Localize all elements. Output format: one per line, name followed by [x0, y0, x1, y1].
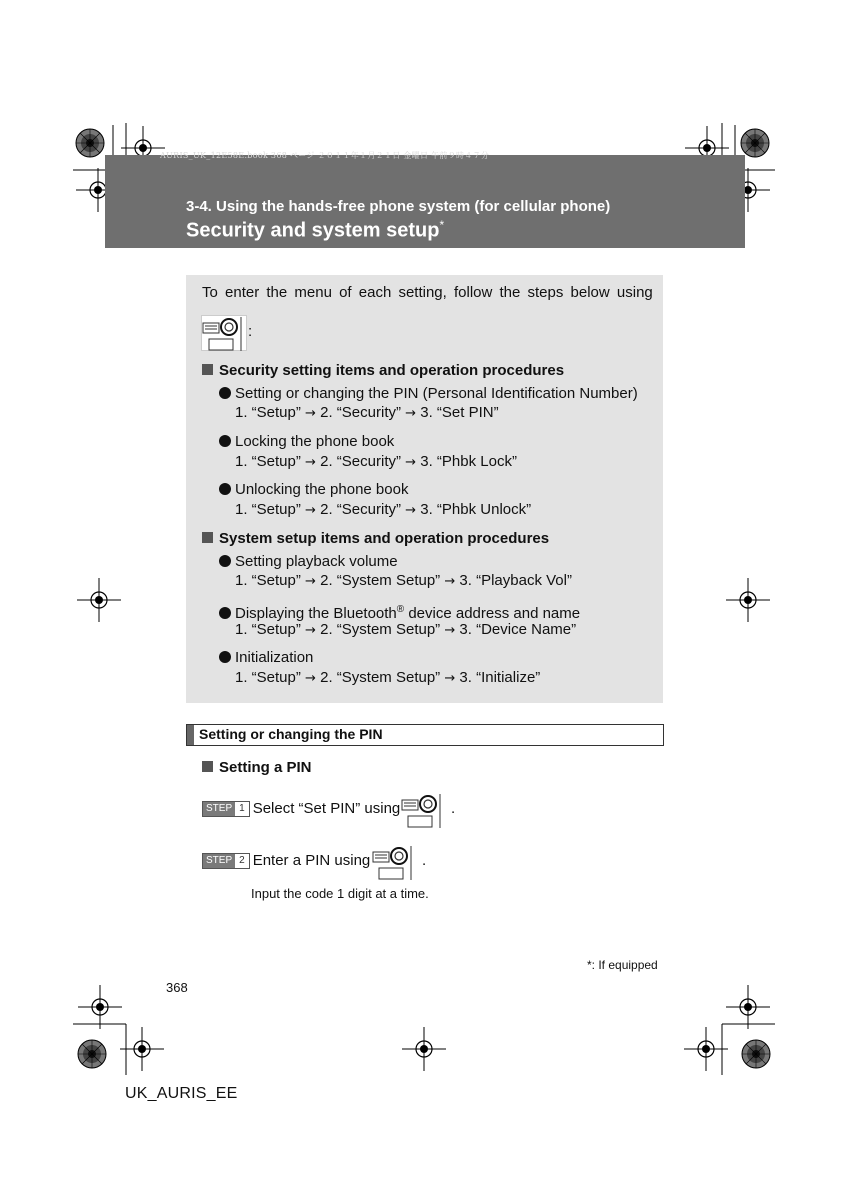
step-1-text: Select “Set PIN” using [252, 800, 401, 817]
step-3: 3. “Set PIN” [420, 404, 499, 421]
system-item-volume-steps [235, 572, 572, 591]
section-number-title: 3-4. Using the hands-free phone system (for cellular phone) [186, 198, 611, 215]
step-number: 2 [235, 854, 249, 868]
step-2-tag [202, 853, 250, 869]
step-2-note: Input the code 1 digit at a time. [251, 886, 429, 901]
bullet-icon [219, 607, 231, 619]
step-2: 2. “Security” [320, 453, 401, 470]
arrow-icon: → [444, 671, 456, 686]
step-2-text: Enter a PIN using [252, 852, 371, 869]
item-label: Setting playback volume [235, 553, 398, 570]
page-number: 368 [166, 980, 188, 995]
system-item-device [219, 601, 580, 623]
system-heading-text: System setup items and operation procedures [219, 530, 550, 547]
step-3: 3. “Initialize” [459, 669, 541, 686]
item-label: Unlocking the phone book [235, 481, 409, 498]
footnote-text: : If equipped [591, 958, 658, 972]
security-item-pin [219, 385, 638, 403]
step-1: 1. “Setup” [235, 501, 301, 518]
item-label: Initialization [235, 649, 314, 666]
arrow-icon: → [305, 503, 316, 518]
subsection-heading: Setting or changing the PIN [199, 726, 383, 742]
arrow-icon: → [305, 623, 316, 638]
square-bullet-icon [202, 532, 213, 543]
step-1: 1. “Setup” [235, 453, 301, 470]
step-1: 1. “Setup” [235, 572, 301, 589]
system-item-volume [219, 553, 398, 571]
page-title [186, 218, 444, 243]
footer-code: UK_AURIS_EE [125, 1085, 238, 1102]
item-label: Locking the phone book [235, 433, 395, 450]
step-2: 2. “System Setup” [320, 621, 441, 638]
step-2: 2. “Security” [320, 404, 401, 421]
square-bullet-icon [202, 761, 213, 772]
equipped-asterisk: * [439, 218, 445, 232]
subsection-heading-bar [186, 724, 664, 746]
system-item-device-steps [235, 621, 576, 640]
system-item-init-steps [235, 669, 540, 688]
security-item-unlock-steps [235, 501, 531, 520]
step-1: 1. “Setup” [235, 669, 301, 686]
intro-text: To enter the menu of each setting, follow the steps below using [202, 284, 653, 301]
step-1: 1. “Setup” [235, 404, 301, 421]
bullet-icon [219, 387, 231, 399]
step-3: 3. “Playback Vol” [459, 572, 572, 589]
setting-pin-heading [202, 759, 312, 777]
step-1-tag [202, 801, 250, 817]
footnote [587, 958, 658, 972]
step-1: 1. “Setup” [235, 621, 301, 638]
print-mark: AURIS_UK_12E58E.book 368 ページ ２０１１年１月２１日 金曜日 午前９時４７分 [160, 151, 490, 160]
system-item-init [219, 649, 313, 667]
step-2: 2. “Security” [320, 501, 401, 518]
bullet-icon [219, 483, 231, 495]
security-item-pin-steps [235, 404, 499, 423]
audio-controller-icon [371, 844, 417, 880]
step-2: 2. “System Setup” [320, 572, 441, 589]
item-label: Setting or changing the PIN (Personal Identification Number) [235, 385, 638, 402]
step-3: 3. “Phbk Lock” [420, 453, 517, 470]
security-heading [202, 362, 564, 380]
step-3: 3. “Device Name” [459, 621, 577, 638]
heading-accent [187, 725, 194, 745]
footnote-mark: * [587, 958, 592, 972]
arrow-icon: → [305, 455, 316, 470]
arrow-icon: → [444, 574, 456, 589]
registered-mark: ® [396, 604, 405, 615]
step-word: STEP [203, 802, 235, 816]
page-title-text: Security and system setup [186, 219, 440, 242]
step-2: 2. “System Setup” [320, 669, 441, 686]
step-number: 1 [235, 802, 249, 816]
setting-pin-heading-text: Setting a PIN [219, 759, 312, 776]
step-2-period: . [422, 852, 427, 869]
audio-controller-icon [201, 315, 247, 351]
bullet-icon [219, 555, 231, 567]
security-item-unlock [219, 481, 408, 499]
step-1-period: . [451, 800, 456, 817]
intro-colon: : [248, 323, 253, 340]
step-3: 3. “Phbk Unlock” [420, 501, 532, 518]
arrow-icon: → [305, 406, 316, 421]
arrow-icon: → [405, 455, 417, 470]
step-1-row [202, 800, 400, 818]
arrow-icon: → [444, 623, 456, 638]
arrow-icon: → [405, 503, 417, 518]
security-heading-text: Security setting items and operation procedures [219, 362, 565, 379]
security-item-lock-steps [235, 453, 517, 472]
security-item-lock [219, 433, 394, 451]
arrow-icon: → [405, 406, 417, 421]
square-bullet-icon [202, 364, 213, 375]
audio-controller-icon [400, 792, 446, 828]
step-2-row [202, 852, 370, 870]
arrow-icon: → [305, 671, 316, 686]
bullet-icon [219, 651, 231, 663]
bullet-icon [219, 435, 231, 447]
system-heading [202, 530, 549, 548]
item-label-rest: device address and name [404, 605, 581, 622]
item-label: Displaying the Bluetooth [235, 605, 397, 622]
step-word: STEP [203, 854, 235, 868]
arrow-icon: → [305, 574, 316, 589]
